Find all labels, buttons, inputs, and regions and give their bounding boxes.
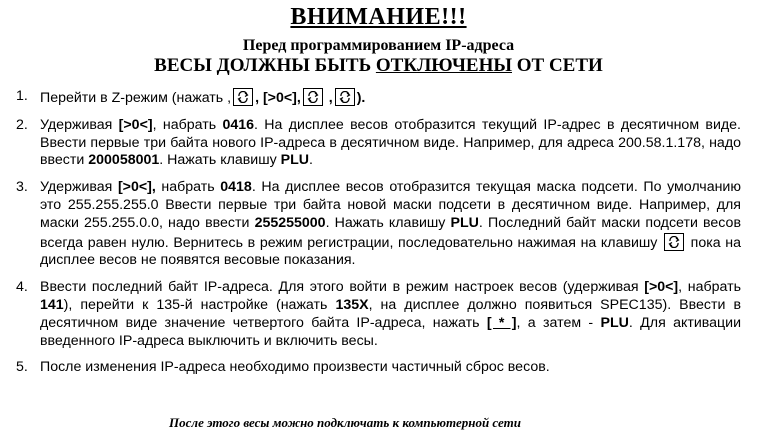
step-bold-text: [>0<], (117, 179, 156, 196)
step-text: набрать (155, 179, 221, 196)
step-text: . Для активации введенного IP-адреса выключить и включить весы. (40, 314, 742, 349)
step-text: , а затем - (516, 314, 601, 331)
step-bold-text: 255255000 (254, 214, 326, 231)
list-item (16, 359, 741, 377)
step-text: , набрать (678, 279, 741, 296)
step-bold-text: PLU (600, 314, 629, 331)
step-text: Удерживая (40, 179, 118, 196)
step-text: , набрать (152, 116, 223, 133)
mode-key-icon (233, 88, 253, 106)
instruction-list (16, 88, 741, 386)
step-number: 4. (16, 279, 28, 296)
step-bold-text: PLU (280, 152, 309, 169)
step-text: Перейти в Z-режим (нажать , (40, 90, 232, 106)
step-text: ). (356, 90, 366, 106)
step-bold-text: [>0<] (118, 116, 153, 133)
step-text: ), перейти к 135-й настройке (нажать (63, 296, 336, 313)
list-item (16, 179, 741, 270)
step-text: Удерживая (40, 116, 119, 133)
step-text: . Нажать клавишу (159, 152, 281, 169)
mode-key-icon (335, 88, 355, 106)
mode-key-icon (303, 88, 323, 106)
subtitle-text-after: ОТ СЕТИ (512, 55, 603, 76)
step-text: . На дисплее весов отобразится текущая маска подсети. По умолчанию это 255.255.255.0 Ввести первые три байта новой маски подсети в десятичном виде. Например, для маски 255.255.0.0, надо ввести (40, 179, 741, 231)
step-text: , [>0<], (255, 90, 301, 106)
step-text: пока на дисплее весов не появятся весовые показания. (40, 234, 741, 269)
step-bold-text: 141 (40, 296, 64, 313)
step-text: . Нажать клавишу (325, 214, 451, 231)
subtitle-programming: Перед программированием IP-адреса (242, 37, 515, 54)
step-text: , на дисплее должно появиться SPEC135). Ввести в десятичном виде значение четвертого байта IP-адреса, нажать (40, 296, 741, 331)
step-text: , (324, 90, 333, 106)
step-bold-text: [>0<] (644, 279, 679, 296)
subtitle-underlined-word: ОТКЛЮЧЕНЫ (375, 55, 512, 76)
step-text: После изменения IP-адреса необходимо произвести частичный сброс весов. (40, 359, 550, 376)
step-text: . Последний байт маски подсети весов всегда равен нулю. Вернитесь в режим регистрации, последовательно нажимая на клавишу (40, 214, 741, 251)
step-bold-text: 200058001 (88, 152, 160, 169)
warning-title: ВНИМАНИЕ!!! (290, 4, 467, 30)
step-number: 1. (16, 88, 28, 104)
step-text: . (309, 152, 313, 169)
mode-key-icon (664, 233, 684, 251)
list-item (16, 88, 741, 108)
subtitle-text-before: ВЕСЫ ДОЛЖНЫ БЫТЬ (154, 55, 376, 76)
step-number: 2. (16, 116, 28, 133)
step-bold-text: PLU (450, 214, 479, 231)
step-bold-text: 0416 (222, 116, 254, 133)
subtitle-disconnect (0, 55, 757, 77)
step-number: 3. (16, 179, 28, 196)
step-number: 5. (16, 359, 28, 376)
step-bold-text: 0418 (220, 179, 252, 196)
step-text: Ввести последний байт IP-адреса. Для этого войти в режим настроек весов (удерживая (40, 279, 645, 296)
list-item (16, 117, 741, 170)
step-bold-text: 135X (335, 296, 369, 313)
step-text: . На дисплее весов отобразится текущий IP-адрес в десятичном виде. Ввести первые три байта нового IP-адреса в десятичном виде. Например, для адреса 200.58.1.178, надо ввести (40, 116, 741, 169)
footer-note: После этого весы можно подключать к компьютерной сети (169, 415, 521, 430)
list-item (16, 279, 741, 350)
step-bold-text: [ * ] (486, 314, 517, 331)
